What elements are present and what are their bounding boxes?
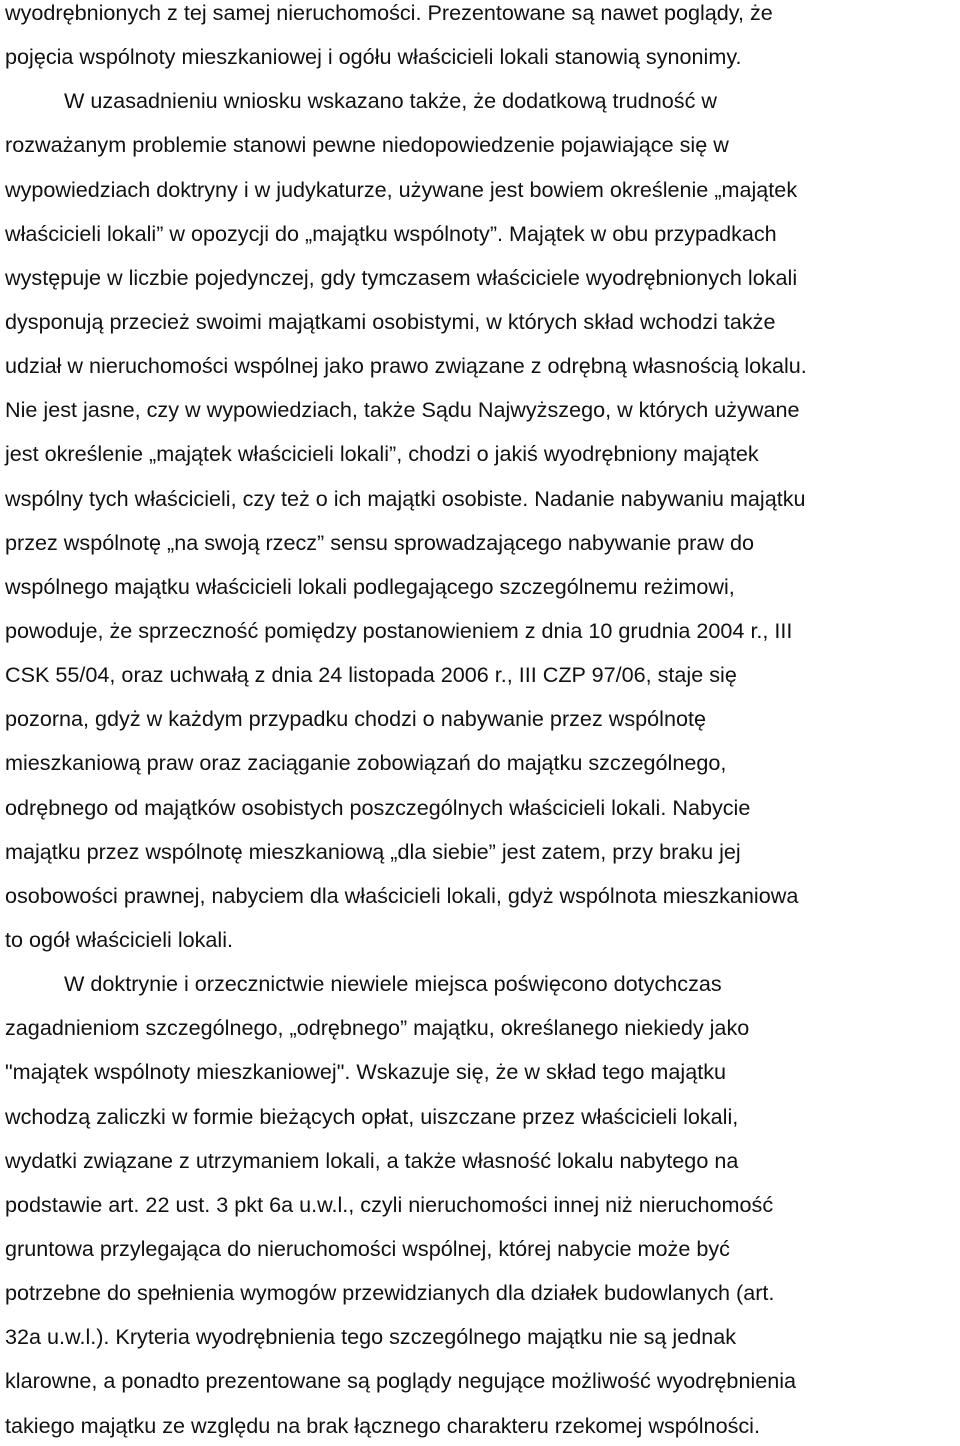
text-line: klarowne, a ponadto prezentowane są poglądy negujące możliwość wyodrębnienia xyxy=(5,1368,797,1394)
text-line: jest określenie „majątek właścicieli lokali”, chodzi o jakiś wyodrębniony majątek xyxy=(5,441,759,467)
text-line: majątku przez wspólnotę mieszkaniową „dla siebie” jest zatem, przy braku jej xyxy=(5,838,741,864)
text-line: wyodrębnionych z tej samej nieruchomości. Prezentowane są nawet poglądy, że xyxy=(5,0,773,25)
paragraph-start-line: W uzasadnieniu wniosku wskazano także, że dodatkową trudność w xyxy=(64,88,717,114)
text-line: odrębnego od majątków osobistych poszczególnych właścicieli lokali. Nabycie xyxy=(5,794,751,820)
text-line: osobowości prawnej, nabyciem dla właścicieli lokali, gdyż wspólnota mieszkaniowa xyxy=(5,882,799,908)
text-line: "majątek wspólnoty mieszkaniowej". Wskazuje się, że w skład tego majątku xyxy=(5,1059,727,1085)
text-line: wydatki związane z utrzymaniem lokali, a także własność lokalu nabytego na xyxy=(5,1147,739,1173)
paragraph-start-line: W doktrynie i orzecznictwie niewiele miejsca poświęcono dotychczas xyxy=(64,971,722,997)
text-line: udział w nieruchomości wspólnej jako prawo związane z odrębną własnością lokalu. xyxy=(5,353,807,379)
text-line: powoduje, że sprzeczność pomiędzy postanowieniem z dnia 10 grudnia 2004 r., III xyxy=(5,617,793,643)
text-line: potrzebne do spełnienia wymogów przewidzianych dla działek budowlanych (art. xyxy=(5,1280,775,1306)
text-line: wspólnego majątku właścicieli lokali podlegającego szczególnemu reżimowi, xyxy=(5,573,735,599)
text-line: takiego majątku ze względu na brak łącznego charakteru rzekomej wspólności. xyxy=(5,1412,760,1438)
text-line: przez wspólnotę „na swoją rzecz” sensu sprowadzającego nabywanie praw do xyxy=(5,529,754,555)
text-line: właścicieli lokali” w opozycji do „majątku wspólnoty”. Majątek w obu przypadkach xyxy=(5,220,777,246)
text-line: pozorna, gdyż w każdym przypadku chodzi o nabywanie przez wspólnotę xyxy=(5,706,706,732)
text-line: podstawie art. 22 ust. 3 pkt 6a u.w.l., czyli nieruchomości innej niż nieruchomość xyxy=(5,1191,774,1217)
text-line: 32a u.w.l.). Kryteria wyodrębnienia tego szczególnego majątku nie są jednak xyxy=(5,1324,737,1350)
text-line: wspólny tych właścicieli, czy też o ich majątki osobiste. Nadanie nabywaniu majątku xyxy=(5,485,806,511)
text-line: rozważanym problemie stanowi pewne niedopowiedzenie pojawiające się w xyxy=(5,132,729,158)
text-line: Nie jest jasne, czy w wypowiedziach, także Sądu Najwyższego, w których używane xyxy=(5,397,800,423)
text-line: dysponują przecież swoimi majątkami osobistymi, w których skład wchodzi także xyxy=(5,308,776,334)
text-line: to ogół właścicieli lokali. xyxy=(5,926,234,952)
text-line: wypowiedziach doktryny i w judykaturze, używane jest bowiem określenie „majątek xyxy=(5,176,798,202)
text-line: gruntowa przylegająca do nieruchomości wspólnej, której nabycie może być xyxy=(5,1235,730,1261)
text-line: mieszkaniową praw oraz zaciąganie zobowiązań do majątku szczególnego, xyxy=(5,750,727,776)
text-line: występuje w liczbie pojedynczej, gdy tymczasem właściciele wyodrębnionych lokali xyxy=(5,264,798,290)
text-line: CSK 55/04, oraz uchwałą z dnia 24 listopada 2006 r., III CZP 97/06, staje się xyxy=(5,662,737,688)
text-line: zagadnieniom szczególnego, „odrębnego” majątku, określanego niekiedy jako xyxy=(5,1015,750,1041)
text-line: wchodzą zaliczki w formie bieżących opłat, uiszczane przez właścicieli lokali, xyxy=(5,1103,739,1129)
document-body xyxy=(5,0,960,1446)
text-line: pojęcia wspólnoty mieszkaniowej i ogółu właścicieli lokali stanowią synonimy. xyxy=(5,44,742,70)
